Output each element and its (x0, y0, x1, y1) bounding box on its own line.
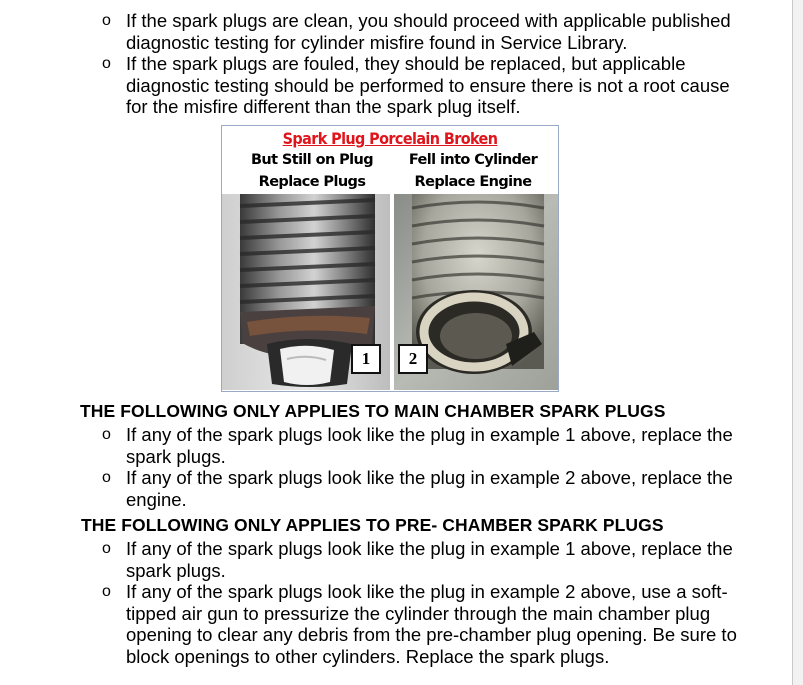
spark-plug-figure (221, 125, 559, 392)
main-chamber-list (102, 424, 782, 510)
example-label-2: 2 (398, 344, 428, 374)
main-chamber-heading: THE FOLLOWING ONLY APPLIES TO MAIN CHAMBER SPARK PLUGS (80, 401, 666, 421)
figure-title: Spark Plug Porcelain Broken (282, 129, 498, 148)
list-item: o If any of the spark plugs look like the plug in example 2 above, use a soft- tipped air gun to pressurize the cylinder through the main chamber plug opening to clear any debris from the pre-chamber plug opening. Be sure to block openings to other cylinders. Replace the spark plugs. (102, 581, 737, 667)
bullet-mark: o (102, 426, 111, 443)
example-label-1: 1 (351, 344, 381, 374)
top-bullet-list (102, 10, 782, 118)
list-item: o If any of the spark plugs look like the plug in example 2 above, replace the engine. (102, 467, 733, 510)
pre-chamber-heading: THE FOLLOWING ONLY APPLIES TO PRE- CHAMBER SPARK PLUGS (81, 515, 664, 535)
bullet-mark: o (102, 469, 111, 486)
bullet-mark: o (102, 540, 111, 557)
bullet-mark: o (102, 12, 111, 29)
list-item: o If the spark plugs are clean, you should proceed with applicable published diagnostic testing for cylinder misfire found in Service Library. (102, 10, 731, 53)
list-item: o If any of the spark plugs look like the plug in example 1 above, replace the spark plugs. (102, 538, 733, 581)
pre-chamber-list (102, 538, 782, 667)
left-caption: But Still on Plug Replace Plugs (250, 152, 374, 190)
bullet-mark: o (102, 55, 111, 72)
window-edge (792, 0, 803, 685)
right-caption: Fell into Cylinder Replace Engine (408, 152, 538, 190)
list-item: o If any of the spark plugs look like the plug in example 1 above, replace the spark plugs. (102, 424, 733, 467)
list-item: o If the spark plugs are fouled, they should be replaced, but applicable diagnostic testing should be performed to ensure there is not a root cause for the misfire different than the spark plug itself. (102, 53, 730, 117)
bullet-mark: o (102, 583, 111, 600)
